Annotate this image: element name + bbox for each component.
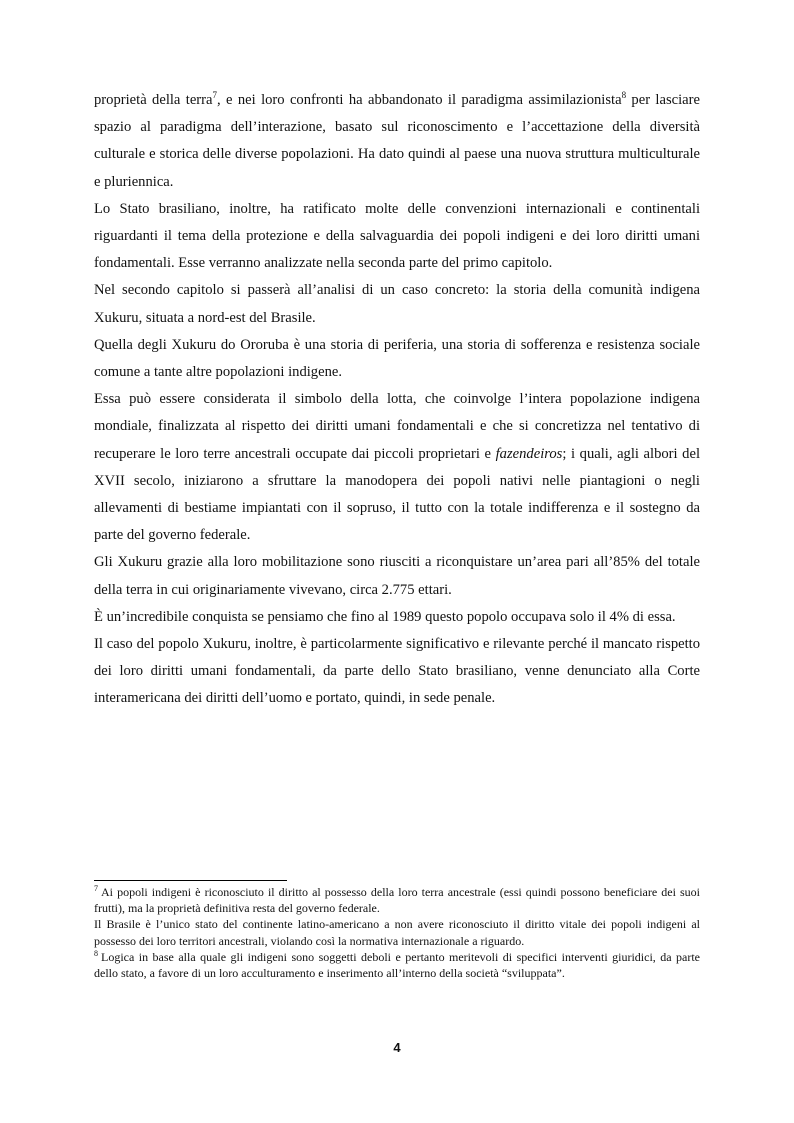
paragraph-1-text-c: per lasciare spazio al paradigma dell’interazione, basato sul riconoscimento e l’accettazione della diversità culturale e storica delle diverse popolazioni. Ha dato quindi al paese una nuova struttura multiculturale e pluriennica. <box>94 92 700 190</box>
footnote-mark: 8 <box>94 948 98 958</box>
footnote-ref-8[interactable]: 8 <box>621 90 627 101</box>
footnotes <box>94 884 700 981</box>
paragraph-6: Gli Xukuru grazie alla loro mobilitazione sono riusciti a riconquistare un’area pari all’85% del totale della terra in cui originariamente vivevano, circa 2.775 ettari. <box>94 554 700 598</box>
paragraph-1-text-b: , e nei loro confronti ha abbandonato il paradigma assimilazionista <box>217 92 622 108</box>
footnote-text: Il Brasile è l’unico stato del continente latino-americano a non avere riconosciuto il diritto vitale dei popoli indigeni al possesso dei loro territori ancestrali, violando così la normativa internazionale a riguardo. <box>94 917 700 948</box>
paragraph-1-text-a: proprietà della terra <box>94 92 213 108</box>
paragraph-5-italic-term: fazendeiros <box>495 445 563 462</box>
footnote-8 <box>94 949 700 981</box>
page-number: 4 <box>393 1040 401 1055</box>
paragraph-4: Quella degli Xukuru do Ororuba è una storia di periferia, una storia di sofferenza e resistenza sociale comune a tante altre popolazioni indigene. <box>94 336 700 381</box>
footnote-separator <box>94 880 287 881</box>
paragraph-1 <box>94 87 700 196</box>
footnote-text: Ai popoli indigeni è riconosciuto il diritto al possesso della loro terra ancestrale (essi quindi possono beneficiare dei suoi frutti), ma la proprietà definitiva resta del governo federale. <box>94 885 700 916</box>
paragraph-7: È un’incredibile conquista se pensiamo che fino al 1989 questo popolo occupava solo il 4% di essa. <box>94 608 676 625</box>
paragraph-8: Il caso del popolo Xukuru, inoltre, è particolarmente significativo e rilevante perché il mancato rispetto dei loro diritti umani fondamentali, da parte dello Stato brasiliano, venne denunciato alla Corte interamericana dei diritti dell’uomo e portato, quindi, in sede penale. <box>94 636 700 707</box>
footnote-text: Logica in base alla quale gli indigeni sono soggetti deboli e pertanto meritevoli di specifici interventi giuridici, da parte dello stato, a favore di un loro acculturamento e inserimento all’interno della società “sviluppata”. <box>94 949 700 981</box>
footnote-ref-7[interactable]: 7 <box>212 90 218 101</box>
footnote-7-continued <box>94 916 700 948</box>
paragraph-2: Lo Stato brasiliano, inoltre, ha ratificato molte delle convenzioni internazionali e continentali riguardanti il tema della protezione e della salvaguardia dei popoli indigeni e dei loro diritti umani fondamentali. Esse verranno analizzate nella seconda parte del primo capitolo. <box>94 200 700 272</box>
paragraph-3: Nel secondo capitolo si passerà all’analisi di un caso concreto: la storia della comunità indigena Xukuru, situata a nord-est del Brasile. <box>94 282 700 326</box>
paragraph-5 <box>94 386 700 549</box>
paragraph-5-text-b: ; i quali, agli albori del XVII secolo, iniziarono a sfruttare la manodopera dei popoli nativi nelle piantagioni o negli allevamenti di bestiame impiantati con il sopruso, il tutto con la totale indifferenza e il sostegno da parte del governo federale. <box>94 445 701 544</box>
body-text <box>94 87 700 713</box>
paragraph-5-text-a: Essa può essere considerata il simbolo della lotta, che coinvolge l’intera popolazione indigena mondiale, finalizzata al rispetto dei diritti umani fondamentali e che si concretizza nel tentativo di recuperare le loro terre ancestrali occupate dai piccoli proprietari e <box>94 391 700 462</box>
footnote-mark: 7 <box>94 884 98 893</box>
footnote-7 <box>94 884 700 916</box>
